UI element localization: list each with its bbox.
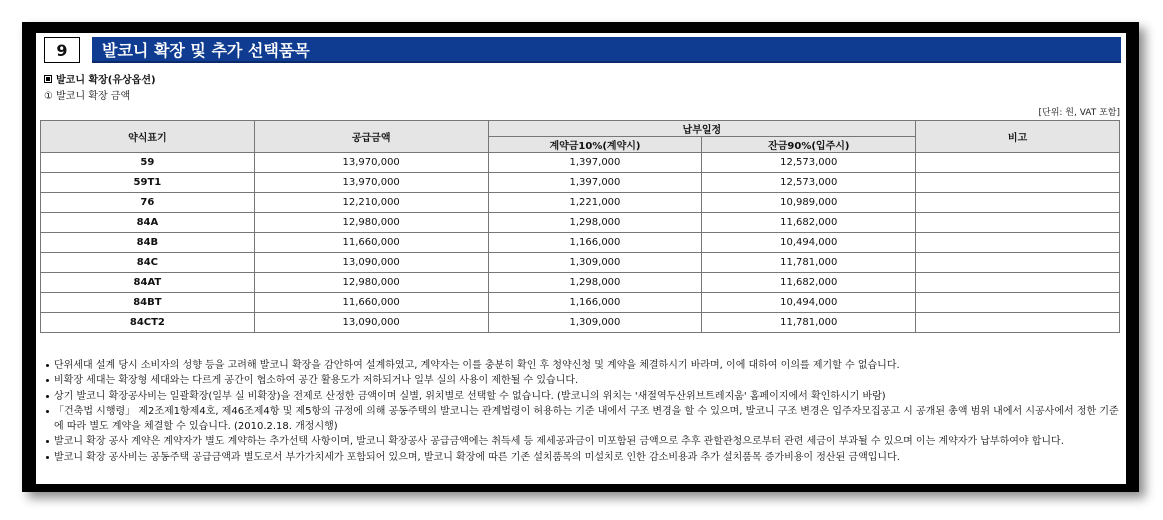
cell-balance: 10,494,000	[702, 233, 916, 253]
cell-remark	[916, 173, 1120, 193]
note-item: 비확장 세대는 확장형 세대와는 다르게 공간이 협소하여 공간 활용도가 저하되거나 일부 실의 사용이 제한될 수 있습니다.	[44, 373, 1120, 388]
cell-supply: 13,090,000	[254, 313, 488, 333]
cell-balance: 10,989,000	[702, 193, 916, 213]
cell-balance: 12,573,000	[702, 173, 916, 193]
header-schedule: 납부일정	[488, 121, 916, 137]
square-bullet-icon	[44, 75, 52, 83]
cell-deposit: 1,397,000	[488, 173, 702, 193]
cell-remark	[916, 153, 1120, 173]
header-balance: 잔금90%(입주시)	[702, 137, 916, 153]
cell-deposit: 1,298,000	[488, 273, 702, 293]
note-item: 단위세대 설계 당시 소비자의 성향 등을 고려해 발코니 확장을 감안하여 설계하였고, 계약자는 이를 충분히 확인 후 청약신청 및 계약을 체결하시기 바라며, 이에 대하여 이의를 제기할 수 없습니다.	[44, 358, 1120, 373]
cell-supply: 11,660,000	[254, 293, 488, 313]
note-item: 상기 발코니 확장공사비는 일괄확장(일부 실 비확장)을 전제로 산정한 금액이며 실별, 위치별로 선택할 수 없습니다. (발코니의 위치는 '새절역두산위브트레지움' 홈페이지에서 확인하시기 바람)	[44, 389, 1120, 404]
cell-deposit: 1,298,000	[488, 213, 702, 233]
table-row	[41, 173, 1120, 193]
cell-type: 59	[41, 153, 255, 173]
cell-supply: 12,980,000	[254, 213, 488, 233]
table-row	[41, 313, 1120, 333]
cell-remark	[916, 293, 1120, 313]
cell-deposit: 1,166,000	[488, 233, 702, 253]
cell-type: 84C	[41, 253, 255, 273]
cell-type: 59T1	[41, 173, 255, 193]
cell-supply: 12,210,000	[254, 193, 488, 213]
subheading	[44, 71, 156, 86]
document-page	[36, 33, 1126, 484]
cell-remark	[916, 193, 1120, 213]
cell-type: 76	[41, 193, 255, 213]
cell-supply: 11,660,000	[254, 233, 488, 253]
header-remark: 비고	[916, 121, 1120, 153]
cell-remark	[916, 253, 1120, 273]
price-table	[40, 120, 1120, 333]
note-item: 발코니 확장 공사비는 공동주택 공급금액과 별도로서 부가가치세가 포함되어 있으며, 발코니 확장에 따른 기존 설치품목의 미설치로 인한 감소비용과 추가 설치품목 증가비용이 정산된 금액입니다.	[44, 450, 1120, 465]
header-supply: 공급금액	[254, 121, 488, 153]
cell-remark	[916, 213, 1120, 233]
cell-supply: 13,090,000	[254, 253, 488, 273]
header-type: 약식표기	[41, 121, 255, 153]
cell-supply: 13,970,000	[254, 153, 488, 173]
cell-remark	[916, 273, 1120, 293]
cell-deposit: 1,309,000	[488, 313, 702, 333]
notes-list	[44, 358, 1120, 465]
cell-balance: 10,494,000	[702, 293, 916, 313]
note-item: 발코니 확장 공사 계약은 계약자가 별도 계약하는 추가선택 사항이며, 발코니 확장공사 공급금액에는 취득세 등 제세공과금이 미포함된 금액으로 추후 관할관청으로부터 관련 세금이 부과될 수 있으며 이는 계약자가 납부하여야 합니다.	[44, 434, 1120, 449]
cell-deposit: 1,166,000	[488, 293, 702, 313]
cell-type: 84A	[41, 213, 255, 233]
table-row	[41, 273, 1120, 293]
cell-remark	[916, 233, 1120, 253]
table-row	[41, 153, 1120, 173]
cell-deposit: 1,397,000	[488, 153, 702, 173]
section-title: 발코니 확장 및 추가 선택품목	[92, 37, 1121, 63]
cell-type: 84AT	[41, 273, 255, 293]
cell-balance: 12,573,000	[702, 153, 916, 173]
table-row	[41, 193, 1120, 213]
unit-note: [단위: 원, VAT 포함]	[1038, 108, 1120, 118]
header-deposit: 계약금10%(계약시)	[488, 137, 702, 153]
cell-balance: 11,781,000	[702, 313, 916, 333]
cell-balance: 11,682,000	[702, 213, 916, 233]
table-row	[41, 233, 1120, 253]
table-row	[41, 253, 1120, 273]
section-header	[44, 37, 1121, 63]
cell-supply: 12,980,000	[254, 273, 488, 293]
subitem: ① 발코니 확장 금액	[44, 91, 131, 102]
table-row	[41, 293, 1120, 313]
subheading-text: 발코니 확장(유상옵션)	[56, 75, 156, 86]
cell-deposit: 1,221,000	[488, 193, 702, 213]
cell-type: 84B	[41, 233, 255, 253]
table-row	[41, 213, 1120, 233]
cell-type: 84CT2	[41, 313, 255, 333]
cell-deposit: 1,309,000	[488, 253, 702, 273]
cell-supply: 13,970,000	[254, 173, 488, 193]
cell-type: 84BT	[41, 293, 255, 313]
cell-balance: 11,781,000	[702, 253, 916, 273]
section-number: 9	[44, 37, 80, 63]
note-item: 「건축법 시행령」 제2조제1항제4호, 제46조제4항 및 제5항의 규정에 의해 공동주택의 발코니는 관계법령이 허용하는 기준 내에서 구조 변경을 할 수 있으며, 발코니 구조 변경은 입주자모집공고 시 공개된 총액 범위 내에서 시공사에서 정한 기준에 따라 별도 계약을 체결할 수 있습니다. (2010.2.18. 개정시행)	[44, 404, 1120, 435]
cell-remark	[916, 313, 1120, 333]
cell-balance: 11,682,000	[702, 273, 916, 293]
